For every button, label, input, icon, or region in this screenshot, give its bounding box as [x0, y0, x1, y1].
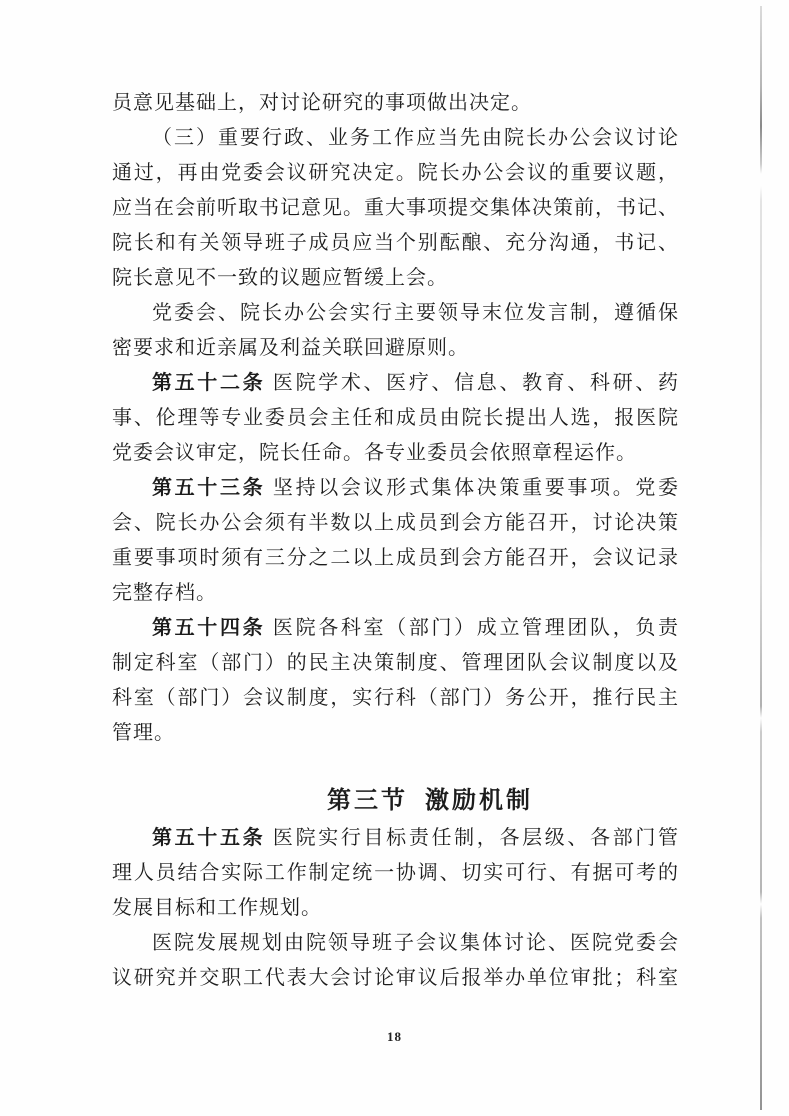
- text-line: 制定科室（部门）的民主决策制度、管理团队会议制度以及: [112, 652, 678, 674]
- page-number: 18: [387, 1029, 402, 1044]
- text-line: 重要事项时须有三分之二以上成员到会方能召开，会议记录: [112, 547, 678, 569]
- text-line: 医院发展规划由院领导班子会议集体讨论、医院党委会: [152, 932, 678, 954]
- text-line: 完整存档。: [112, 582, 217, 604]
- text-line: 员意见基础上，对讨论研究的事项做出决定。: [112, 92, 532, 114]
- text-line: 发展目标和工作规划。: [112, 897, 322, 919]
- article-text: 坚持以会议形式集体决策重要事项。党委: [272, 477, 679, 499]
- text-line: 理人员结合实际工作制定统一协调、切实可行、有据可考的: [112, 862, 678, 884]
- text-line: [112, 471, 678, 506]
- article-number: 第五十二条: [152, 372, 266, 394]
- text-line: 党委会议审定，院长任命。各专业委员会依照章程运作。: [112, 442, 637, 464]
- text-line: 科室（部门）会议制度，实行科（部门）务公开，推行民主: [112, 687, 678, 709]
- text-line: 会、院长办公会须有半数以上成员到会方能召开，讨论决策: [112, 512, 678, 534]
- article-text: 医院实行目标责任制，各层级、各部门管: [272, 827, 679, 849]
- text-line: 应当在会前听取书记意见。重大事项提交集体决策前，书记、: [112, 197, 678, 219]
- article-text: 医院学术、医疗、信息、教育、科研、药: [272, 372, 679, 394]
- scan-artifact-line: [760, 6, 762, 1110]
- text-line: 密要求和近亲属及利益关联回避原则。: [112, 337, 469, 359]
- article-number: 第五十四条: [152, 617, 266, 639]
- text-line: [112, 611, 678, 646]
- text-line: （三）重要行政、业务工作应当先由院长办公会议讨论: [152, 127, 678, 149]
- article-number: 第五十五条: [152, 827, 266, 849]
- document-body: [112, 86, 678, 996]
- text-line: 管理。: [112, 722, 175, 744]
- text-line: 通过，再由党委会议研究决定。院长办公会议的重要议题，: [112, 162, 678, 184]
- article-text: 医院各科室（部门）成立管理团队，负责: [272, 617, 679, 639]
- text-line: [112, 366, 678, 401]
- text-line: 议研究并交职工代表大会讨论审议后报举办单位审批；科室: [112, 967, 678, 989]
- text-line: 院长意见不一致的议题应暂缓上会。: [112, 267, 448, 289]
- text-line: [112, 821, 678, 856]
- text-line: 事、伦理等专业委员会主任和成员由院长提出人选，报医院: [112, 407, 678, 429]
- section-heading: 第三节 激励机制: [327, 788, 533, 814]
- text-line: 党委会、院长办公会实行主要领导末位发言制，遵循保: [152, 302, 678, 324]
- text-line: 院长和有关领导班子成员应当个别酝酿、充分沟通，书记、: [112, 232, 678, 254]
- article-number: 第五十三条: [152, 477, 266, 499]
